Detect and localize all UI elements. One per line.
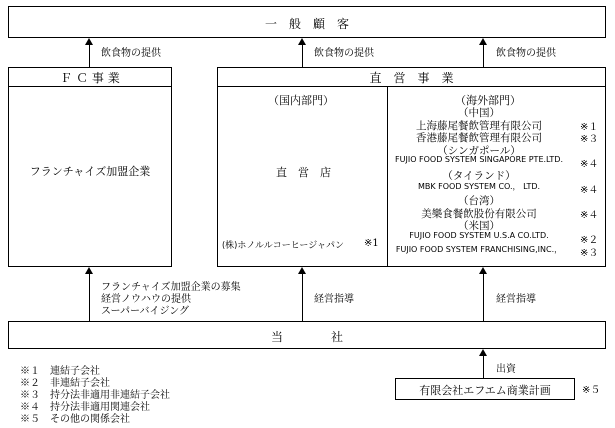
parent-company-box <box>395 378 575 400</box>
parent-company-label: 有限会社エフエム商業計画 <box>419 384 551 397</box>
overseas-item-mark: ※４ <box>580 209 599 221</box>
arrowhead-icon <box>85 267 93 274</box>
overseas-item-mark: ※４ <box>580 159 599 171</box>
company-box <box>8 321 606 349</box>
fc-support-line-1: フランチャイズ加盟企業の募集 <box>101 282 241 293</box>
direct-business-header: 直 営 事 業 <box>218 68 605 87</box>
overseas-item: （台湾） <box>458 195 500 208</box>
overseas-title: （海外部門） <box>455 94 521 107</box>
arrowhead-icon <box>85 38 93 45</box>
legend-item-1: ※１ 連結子会社 <box>20 366 100 377</box>
arrowhead-icon <box>479 38 487 45</box>
arrowhead-icon <box>298 38 306 45</box>
investment-label: 出資 <box>496 364 516 375</box>
arrow-company-to-fc <box>89 274 90 321</box>
food-provision-label-1: 飲食物の提供 <box>101 48 161 59</box>
legend-item-5: ※５ その他の関係会社 <box>20 414 130 425</box>
arrow-company-to-domestic <box>302 274 303 321</box>
overseas-subsidiary-list <box>388 105 605 265</box>
legend-item-2: ※２ 非連結子会社 <box>20 378 110 389</box>
overseas-item: 美樂食餐飲股份有限公司 <box>421 207 537 220</box>
overseas-item: （シンガポール） <box>437 144 521 157</box>
arrow-company-to-overseas <box>483 274 484 321</box>
arrow-domestic-to-customer <box>302 45 303 67</box>
fc-support-line-2: 経営ノウハウの提供 <box>101 294 191 305</box>
honolulu-coffee-mark: ※1 <box>364 238 379 249</box>
fc-franchisee-label: フランチャイズ加盟企業 <box>29 165 151 178</box>
fc-support-line-3: スーパーバイジング <box>101 306 190 317</box>
direct-store-label: 直 営 店 <box>276 166 331 179</box>
customer-box <box>8 6 606 38</box>
direct-business-box <box>217 67 606 267</box>
overseas-item: 香港藤尾餐飲管理有限公司 <box>416 132 542 145</box>
overseas-item: FUJIO FOOD SYSTEM SINGAPORE PTE.LTD. <box>395 155 563 165</box>
overseas-item-mark: ※１ <box>580 121 599 133</box>
arrowhead-icon <box>298 267 306 274</box>
legend-item-4: ※４ 持分法非適用関連会社 <box>20 402 150 413</box>
overseas-item: MBK FOOD SYSTEM CO.， LTD. <box>417 181 541 191</box>
company-label: 当 社 <box>270 330 343 344</box>
overseas-item: FUJIO FOOD SYSTEM FRANCHISING,INC.， <box>395 244 563 254</box>
honolulu-coffee-label: (株)ホノルルコーヒージャパン <box>222 241 345 251</box>
overseas-item: FUJIO FOOD SYSTEM U.S.A CO.LTD. <box>409 231 549 240</box>
legend-item-3: ※３ 持分法非適用非連結子会社 <box>20 390 170 401</box>
overseas-item: （中国） <box>458 107 500 119</box>
guidance-label-2: 経営指導 <box>496 294 536 305</box>
overseas-item-mark: ※２ <box>580 235 599 246</box>
overseas-item: （タイランド） <box>442 170 516 182</box>
overseas-item-mark: ※４ <box>580 184 599 196</box>
arrow-fc-to-customer <box>89 45 90 67</box>
arrowhead-icon <box>479 267 487 274</box>
overseas-item-mark: ※３ <box>580 247 599 259</box>
fc-business-box <box>8 67 172 267</box>
domestic-title: （国内部門） <box>268 94 334 107</box>
overseas-item: 上海藤尾餐飲管理有限公司 <box>416 119 542 132</box>
arrow-overseas-to-customer <box>483 45 484 67</box>
arrowhead-icon <box>479 349 487 356</box>
parent-company-mark: ※５ <box>582 385 601 396</box>
guidance-label-1: 経営指導 <box>314 294 354 305</box>
customer-label: 一 般 顧 客 <box>264 17 349 31</box>
fc-business-header: Ｆ Ｃ 事 業 <box>9 68 171 87</box>
food-provision-label-3: 飲食物の提供 <box>496 48 556 59</box>
overseas-item: （米国） <box>458 220 500 233</box>
food-provision-label-2: 飲食物の提供 <box>314 48 374 59</box>
arrow-parent-to-company <box>483 356 484 378</box>
overseas-item-mark: ※３ <box>580 134 599 146</box>
